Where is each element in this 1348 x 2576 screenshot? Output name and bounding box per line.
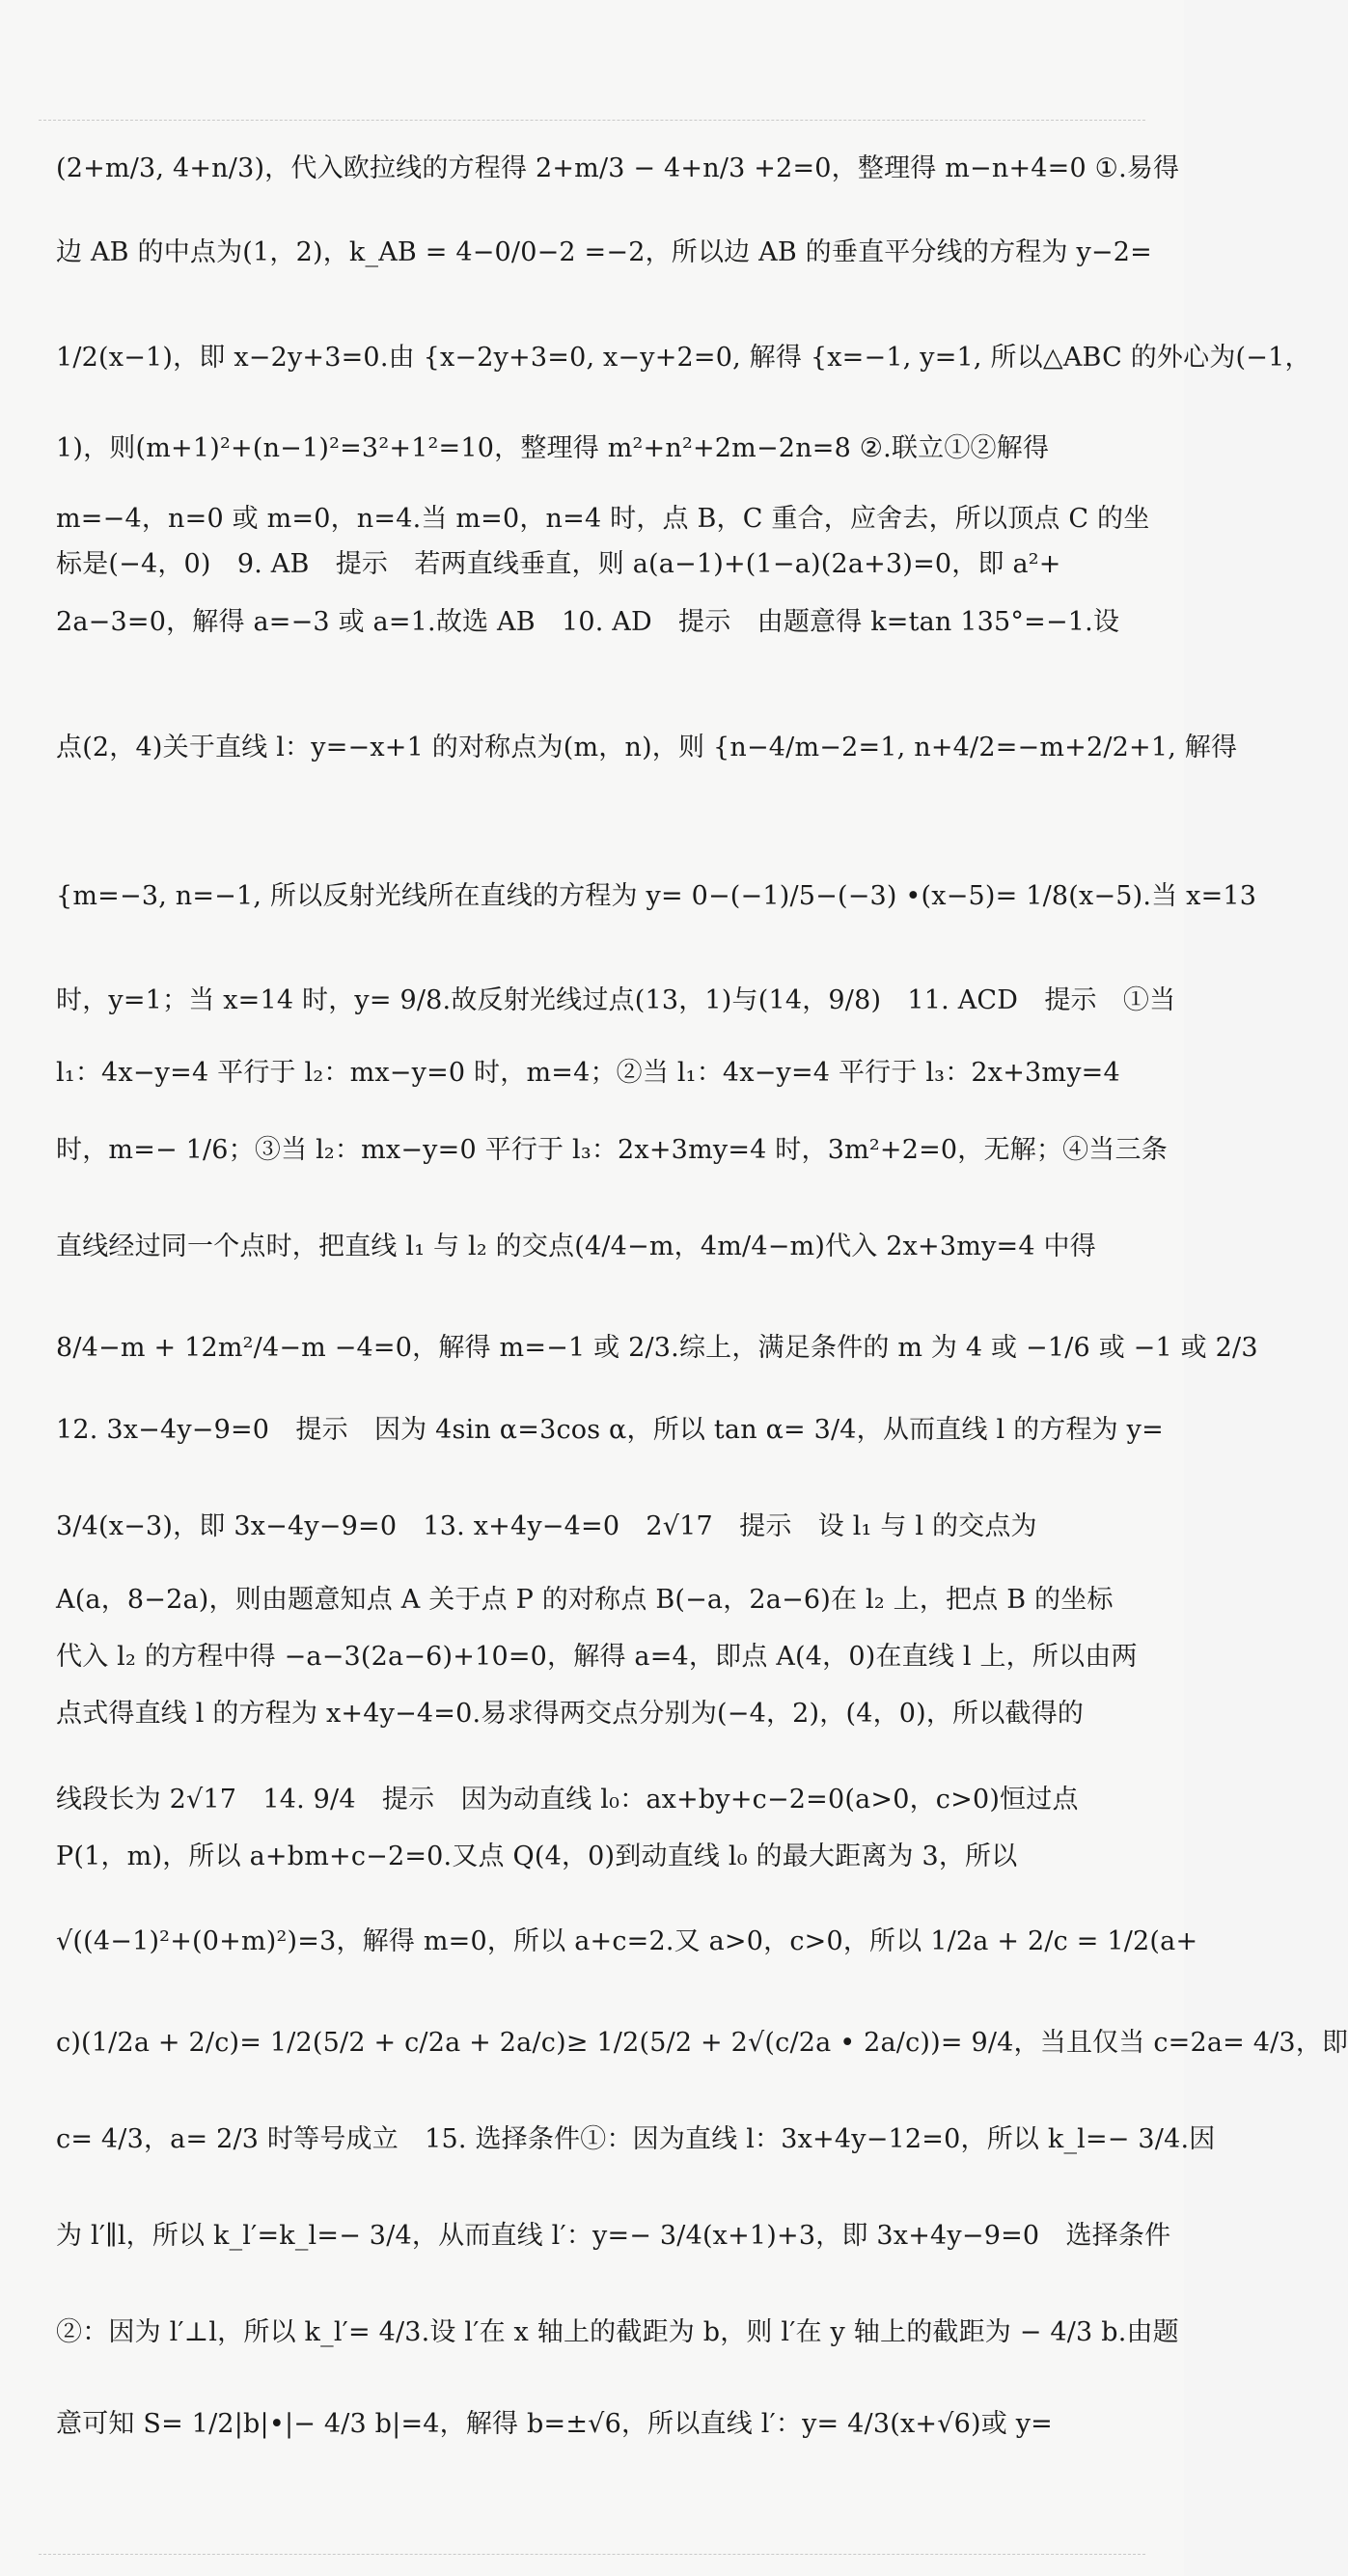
text-line: 为 l′∥l，所以 k_l′=k_l=− 3/4，从而直线 l′：y=− 3/4(x+1)+3，即 3x+4y−9=0 选择条件 [56,2221,1171,2251]
text-line: 代入 l₂ 的方程中得 −a−3(2a−6)+10=0，解得 a=4，即点 A(4，0)在直线 l 上，所以由两 [56,1642,1138,1672]
text-line: 标是(−4，0) 9. AB 提示 若两直线垂直，则 a(a−1)+(1−a)(2a+3)=0，即 a²+ [56,549,1061,579]
text-line: 线段长为 2√17 14. 9/4 提示 因为动直线 l₀：ax+by+c−2=0(a>0，c>0)恒过点 [56,1785,1079,1814]
text-line: 直线经过同一个点时，把直线 l₁ 与 l₂ 的交点(4/4−m，4m/4−m)代入 2x+3my=4 中得 [56,1232,1096,1261]
text-line: 时，y=1；当 x=14 时，y= 9/8.故反射光线过点(13，1)与(14，9/8) 11. ACD 提示 ①当 [56,985,1176,1015]
text-line: 2a−3=0，解得 a=−3 或 a=1.故选 AB 10. AD 提示 由题意得 k=tan 135°=−1.设 [56,607,1120,637]
text-line: P(1，m)，所以 a+bm+c−2=0.又点 Q(4，0)到动直线 l₀ 的最大距离为 3，所以 [56,1842,1018,1871]
text-line: 时，m=− 1/6；③当 l₂：mx−y=0 平行于 l₃：2x+3my=4 时，3m²+2=0，无解；④当三条 [56,1135,1168,1165]
text-line: 点(2，4)关于直线 l：y=−x+1 的对称点为(m，n)，则 {n−4/m−2=1, n+4/2=−m+2/2+1, 解得 [56,733,1238,762]
text-line: A(a，8−2a)，则由题意知点 A 关于点 P 的对称点 B(−a，2a−6)在 l₂ 上，把点 B 的坐标 [56,1585,1114,1615]
text-line: ②：因为 l′⊥l，所以 k_l′= 4/3.设 l′在 x 轴上的截距为 b，则 l′在 y 轴上的截距为 − 4/3 b.由题 [56,2317,1179,2347]
top-dashed-divider [39,120,1145,121]
text-line: (2+m/3, 4+n/3)，代入欧拉线的方程得 2+m/3 − 4+n/3 +2=0，整理得 m−n+4=0 ①.易得 [56,153,1180,183]
text-line: 点式得直线 l 的方程为 x+4y−4=0.易求得两交点分别为(−4，2)，(4，0)，所以截得的 [56,1699,1085,1729]
text-line: {m=−3, n=−1, 所以反射光线所在直线的方程为 y= 0−(−1)/5−(−3) •(x−5)= 1/8(x−5).当 x=13 [56,881,1257,911]
bottom-dashed-divider [39,2554,1145,2555]
text-line: 意可知 S= 1/2|b|•|− 4/3 b|=4，解得 b=±√6，所以直线 l′：y= 4/3(x+√6)或 y= [56,2409,1053,2439]
text-line: 1/2(x−1)，即 x−2y+3=0.由 {x−2y+3=0, x−y+2=0, 解得 {x=−1, y=1, 所以△ABC 的外心为(−1， [56,343,1311,373]
text-line: l₁：4x−y=4 平行于 l₂：mx−y=0 时，m=4；②当 l₁：4x−y=4 平行于 l₃：2x+3my=4 [56,1058,1120,1088]
text-line: 3/4(x−3)，即 3x−4y−9=0 13. x+4y−4=0 2√17 提示 设 l₁ 与 l 的交点为 [56,1511,1037,1541]
text-line: 1)，则(m+1)²+(n−1)²=3²+1²=10，整理得 m²+n²+2m−2n=8 ②.联立①②解得 [56,433,1050,463]
text-line: m=−4，n=0 或 m=0，n=4.当 m=0，n=4 时，点 B，C 重合，应舍去，所以顶点 C 的坐 [56,504,1150,534]
text-line: 8/4−m + 12m²/4−m −4=0，解得 m=−1 或 2/3.综上，满足条件的 m 为 4 或 −1/6 或 −1 或 2/3 [56,1333,1258,1363]
text-line: c= 4/3，a= 2/3 时等号成立 15. 选择条件①：因为直线 l：3x+4y−12=0，所以 k_l=− 3/4.因 [56,2124,1216,2154]
text-line: 12. 3x−4y−9=0 提示 因为 4sin α=3cos α，所以 tan α= 3/4，从而直线 l 的方程为 y= [56,1415,1164,1445]
text-line: 边 AB 的中点为(1，2)，k_AB = 4−0/0−2 =−2，所以边 AB 的垂直平分线的方程为 y−2= [56,237,1152,267]
text-line: c)(1/2a + 2/c)= 1/2(5/2 + c/2a + 2a/c)≥ 1/2(5/2 + 2√(c/2a • 2a/c))= 9/4，当且仅当 c=2a= 4/3，即 [56,2028,1348,2058]
text-line: √((4−1)²+(0+m)²)=3，解得 m=0，所以 a+c=2.又 a>0，c>0，所以 1/2a + 2/c = 1/2(a+ [56,1926,1198,1956]
